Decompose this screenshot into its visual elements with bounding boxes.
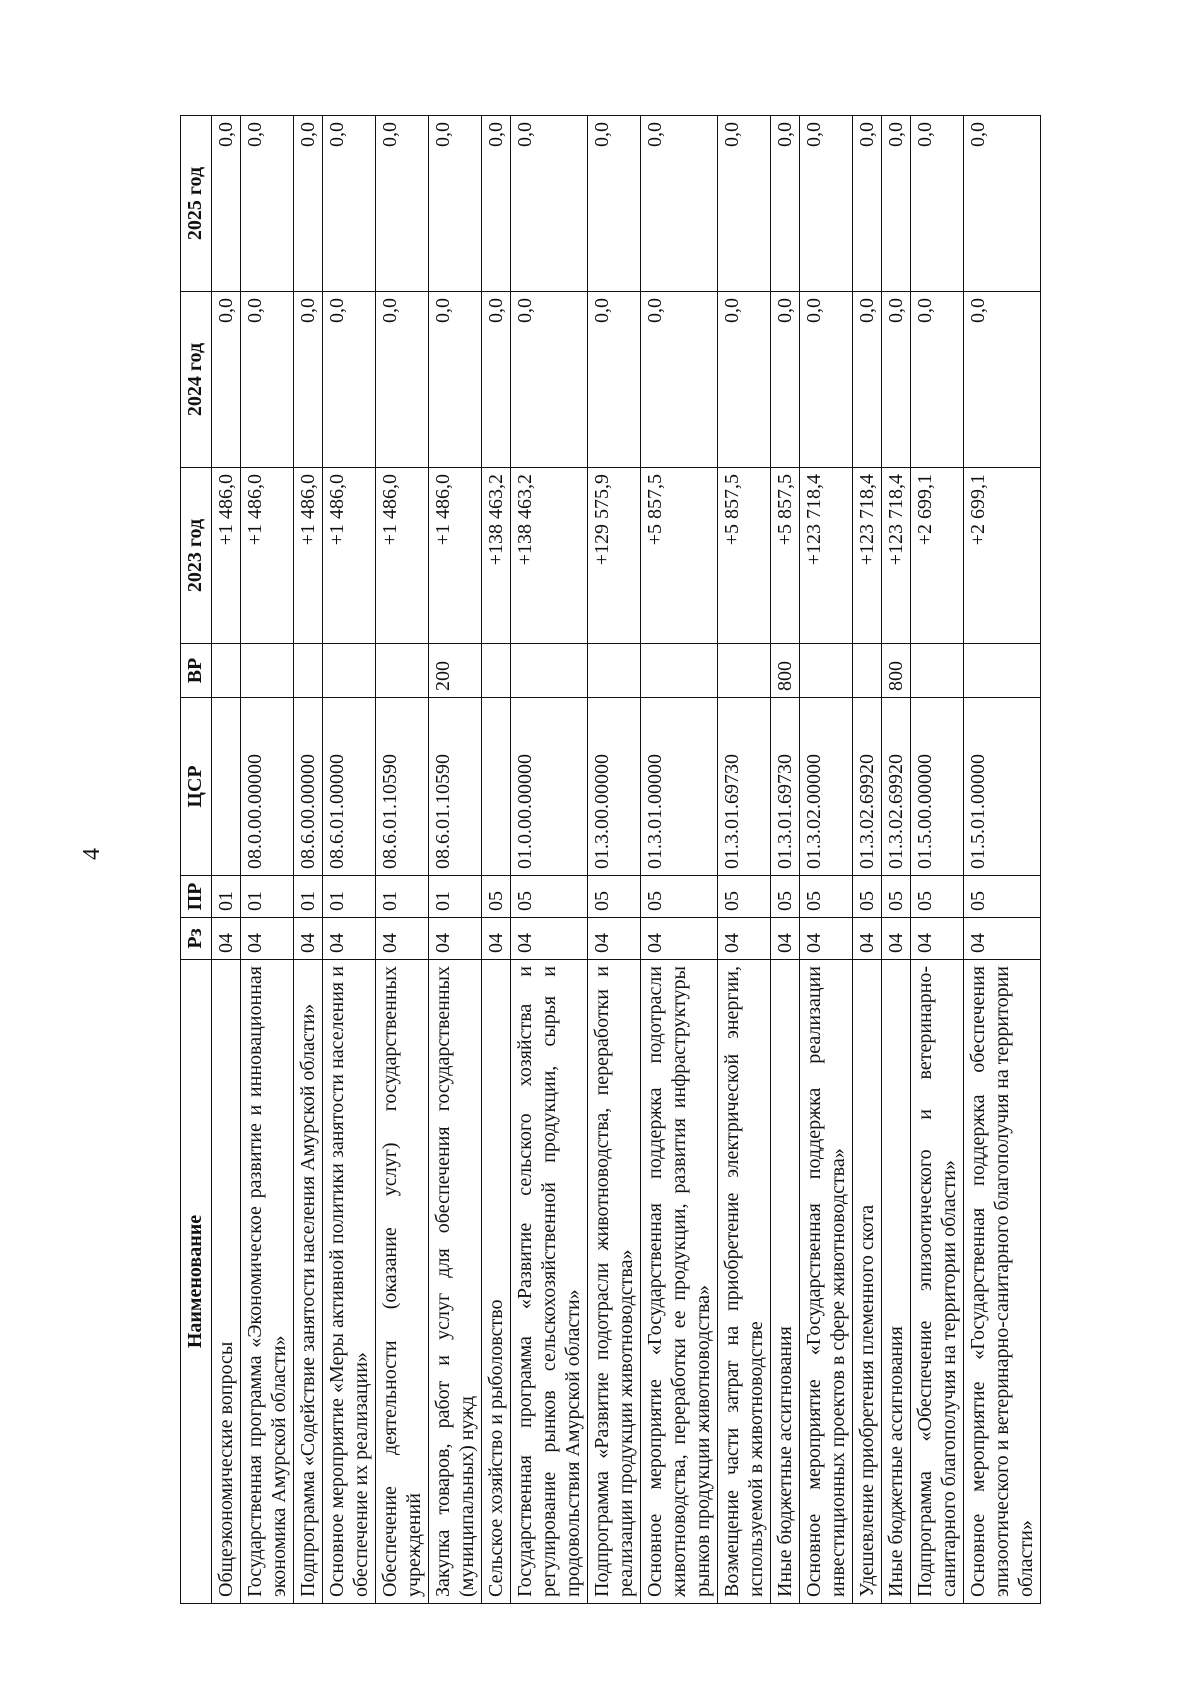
cell-2024: 0,0 (853, 292, 882, 468)
cell-2023: +123 718,4 (882, 468, 911, 644)
cell-vr (482, 644, 511, 698)
table-row (911, 116, 964, 1604)
cell-2023: +5 857,5 (641, 468, 718, 644)
cell-pr: 01 (376, 876, 429, 918)
cell-name: Иные бюджетные ассигнования (771, 960, 800, 1604)
cell-rz: 04 (294, 918, 323, 960)
cell-csr (212, 698, 241, 876)
table-row (323, 116, 376, 1604)
cell-pr: 05 (718, 876, 771, 918)
cell-vr (241, 644, 294, 698)
cell-2023: +123 718,4 (853, 468, 882, 644)
cell-name: Государственная программа «Развитие сельского хозяйства и регулирование рынков сельскохозяйственной продукции, сырья и продовольствия Амурской области» (511, 960, 588, 1604)
cell-2024: 0,0 (294, 292, 323, 468)
cell-name: Сельское хозяйство и рыболовство (482, 960, 511, 1604)
cell-2024: 0,0 (212, 292, 241, 468)
header-name: Наименование (181, 960, 212, 1604)
cell-2024: 0,0 (323, 292, 376, 468)
cell-csr: 01.3.00.00000 (588, 698, 641, 876)
cell-pr: 05 (800, 876, 853, 918)
cell-2023: +1 486,0 (212, 468, 241, 644)
cell-2025: 0,0 (376, 116, 429, 292)
cell-vr (294, 644, 323, 698)
cell-pr: 01 (241, 876, 294, 918)
cell-pr: 01 (294, 876, 323, 918)
table-row (482, 116, 511, 1604)
cell-pr: 05 (882, 876, 911, 918)
header-2025: 2025 год (181, 116, 212, 292)
cell-2024: 0,0 (771, 292, 800, 468)
cell-pr: 05 (771, 876, 800, 918)
table-header (181, 116, 212, 1604)
table-row (718, 116, 771, 1604)
cell-vr: 800 (882, 644, 911, 698)
cell-2024: 0,0 (588, 292, 641, 468)
cell-2025: 0,0 (718, 116, 771, 292)
cell-name: Основное мероприятие «Государственная поддержка подотрасли животноводства, переработки ее продукции, развития инфраструктуры рынков продукции животноводства» (641, 960, 718, 1604)
cell-vr (718, 644, 771, 698)
cell-rz: 04 (718, 918, 771, 960)
cell-2024: 0,0 (800, 292, 853, 468)
cell-pr: 05 (641, 876, 718, 918)
header-2024: 2024 год (181, 292, 212, 468)
header-row (181, 116, 212, 1604)
cell-vr (964, 644, 1041, 698)
table-row (511, 116, 588, 1604)
cell-rz: 04 (212, 918, 241, 960)
cell-2023: +1 486,0 (323, 468, 376, 644)
cell-pr: 05 (853, 876, 882, 918)
cell-2025: 0,0 (482, 116, 511, 292)
cell-vr (212, 644, 241, 698)
cell-2025: 0,0 (212, 116, 241, 292)
cell-rz: 04 (241, 918, 294, 960)
table-row (641, 116, 718, 1604)
cell-2025: 0,0 (853, 116, 882, 292)
cell-2023: +5 857,5 (718, 468, 771, 644)
cell-rz: 04 (771, 918, 800, 960)
cell-2025: 0,0 (964, 116, 1041, 292)
cell-csr: 08.6.01.10590 (429, 698, 482, 876)
cell-2024: 0,0 (718, 292, 771, 468)
cell-name: Общеэкономические вопросы (212, 960, 241, 1604)
cell-csr: 01.5.01.00000 (964, 698, 1041, 876)
cell-vr: 200 (429, 644, 482, 698)
cell-csr: 01.3.01.00000 (641, 698, 718, 876)
cell-pr: 01 (323, 876, 376, 918)
header-csr: ЦСР (181, 698, 212, 876)
cell-name: Удешевление приобретения племенного скота (853, 960, 882, 1604)
cell-2024: 0,0 (911, 292, 964, 468)
cell-2023: +2 699,1 (911, 468, 964, 644)
cell-pr: 05 (482, 876, 511, 918)
cell-name: Подпрограмма «Развитие подотрасли животноводства, переработки и реализации продукции животноводства» (588, 960, 641, 1604)
cell-vr (511, 644, 588, 698)
cell-rz: 04 (853, 918, 882, 960)
cell-rz: 04 (429, 918, 482, 960)
cell-name: Основное мероприятие «Государственная поддержка обеспечения эпизоотического и ветеринарно-санитарного благополучия на территории области» (964, 960, 1041, 1604)
cell-2023: +138 463,2 (511, 468, 588, 644)
cell-2025: 0,0 (323, 116, 376, 292)
cell-name: Государственная программа «Экономическое развитие и инновационная экономика Амурской области» (241, 960, 294, 1604)
cell-csr: 01.5.00.00000 (911, 698, 964, 876)
table-row (964, 116, 1041, 1604)
cell-name: Закупка товаров, работ и услуг для обеспечения государственных (муниципальных) нужд (429, 960, 482, 1604)
cell-2025: 0,0 (641, 116, 718, 292)
cell-pr: 05 (911, 876, 964, 918)
cell-csr: 01.3.01.69730 (771, 698, 800, 876)
cell-vr (641, 644, 718, 698)
cell-csr (482, 698, 511, 876)
budget-table (180, 115, 1041, 1604)
cell-rz: 04 (482, 918, 511, 960)
table-body (212, 116, 1041, 1604)
cell-2025: 0,0 (429, 116, 482, 292)
cell-vr (588, 644, 641, 698)
table-row (429, 116, 482, 1604)
rotated-table-container (180, 116, 1180, 1604)
table-row (294, 116, 323, 1604)
cell-pr: 01 (429, 876, 482, 918)
cell-2024: 0,0 (429, 292, 482, 468)
cell-2025: 0,0 (294, 116, 323, 292)
table-row (376, 116, 429, 1604)
cell-pr: 01 (212, 876, 241, 918)
cell-2025: 0,0 (800, 116, 853, 292)
cell-rz: 04 (588, 918, 641, 960)
cell-2024: 0,0 (376, 292, 429, 468)
cell-vr: 800 (771, 644, 800, 698)
cell-2023: +1 486,0 (241, 468, 294, 644)
cell-2024: 0,0 (511, 292, 588, 468)
table-row (212, 116, 241, 1604)
table-row (800, 116, 853, 1604)
cell-2024: 0,0 (641, 292, 718, 468)
cell-2025: 0,0 (588, 116, 641, 292)
cell-name: Обеспечение деятельности (оказание услуг) государственных учреждений (376, 960, 429, 1604)
header-pr: ПР (181, 876, 212, 918)
cell-2023: +5 857,5 (771, 468, 800, 644)
cell-2024: 0,0 (882, 292, 911, 468)
cell-vr (800, 644, 853, 698)
cell-name: Подпрограмма «Содействие занятости населения Амурской области» (294, 960, 323, 1604)
cell-vr (853, 644, 882, 698)
cell-name: Иные бюджетные ассигнования (882, 960, 911, 1604)
cell-name: Подпрограмма «Обеспечение эпизоотического и ветеринарно-санитарного благополучия на территории области» (911, 960, 964, 1604)
cell-2023: +1 486,0 (294, 468, 323, 644)
cell-rz: 04 (323, 918, 376, 960)
cell-2023: +2 699,1 (964, 468, 1041, 644)
cell-vr (323, 644, 376, 698)
cell-pr: 05 (588, 876, 641, 918)
cell-2025: 0,0 (911, 116, 964, 292)
header-rz: Рз (181, 918, 212, 960)
cell-vr (911, 644, 964, 698)
cell-2025: 0,0 (771, 116, 800, 292)
header-2023: 2023 год (181, 468, 212, 644)
cell-csr: 08.6.00.00000 (294, 698, 323, 876)
cell-rz: 04 (964, 918, 1041, 960)
cell-csr: 01.3.02.00000 (800, 698, 853, 876)
cell-pr: 05 (511, 876, 588, 918)
cell-name: Основное мероприятие «Государственная поддержка реализации инвестиционных проектов в сфере животноводства» (800, 960, 853, 1604)
cell-2024: 0,0 (964, 292, 1041, 468)
cell-rz: 04 (800, 918, 853, 960)
cell-csr: 08.6.01.10590 (376, 698, 429, 876)
cell-pr: 05 (964, 876, 1041, 918)
table-row (853, 116, 882, 1604)
cell-csr: 01.0.00.00000 (511, 698, 588, 876)
cell-name: Возмещение части затрат на приобретение электрической энергии, используемой в животноводстве (718, 960, 771, 1604)
cell-name: Основное мероприятие «Меры активной политики занятости населения и обеспечение их реализации» (323, 960, 376, 1604)
cell-csr: 08.0.00.00000 (241, 698, 294, 876)
cell-csr: 01.3.01.69730 (718, 698, 771, 876)
table-row (882, 116, 911, 1604)
cell-rz: 04 (511, 918, 588, 960)
cell-2024: 0,0 (241, 292, 294, 468)
cell-2023: +1 486,0 (429, 468, 482, 644)
cell-2024: 0,0 (482, 292, 511, 468)
cell-csr: 01.3.02.69920 (882, 698, 911, 876)
cell-2023: +1 486,0 (376, 468, 429, 644)
cell-2025: 0,0 (511, 116, 588, 292)
header-vr: ВР (181, 644, 212, 698)
cell-csr: 01.3.02.69920 (853, 698, 882, 876)
cell-rz: 04 (882, 918, 911, 960)
page-number: 4 (79, 848, 105, 860)
cell-2023: +129 575,9 (588, 468, 641, 644)
cell-vr (376, 644, 429, 698)
cell-2025: 0,0 (241, 116, 294, 292)
cell-2023: +138 463,2 (482, 468, 511, 644)
table-row (588, 116, 641, 1604)
cell-csr: 08.6.01.00000 (323, 698, 376, 876)
cell-2023: +123 718,4 (800, 468, 853, 644)
cell-2025: 0,0 (882, 116, 911, 292)
table-row (771, 116, 800, 1604)
cell-rz: 04 (376, 918, 429, 960)
table-row (241, 116, 294, 1604)
cell-rz: 04 (641, 918, 718, 960)
cell-rz: 04 (911, 918, 964, 960)
